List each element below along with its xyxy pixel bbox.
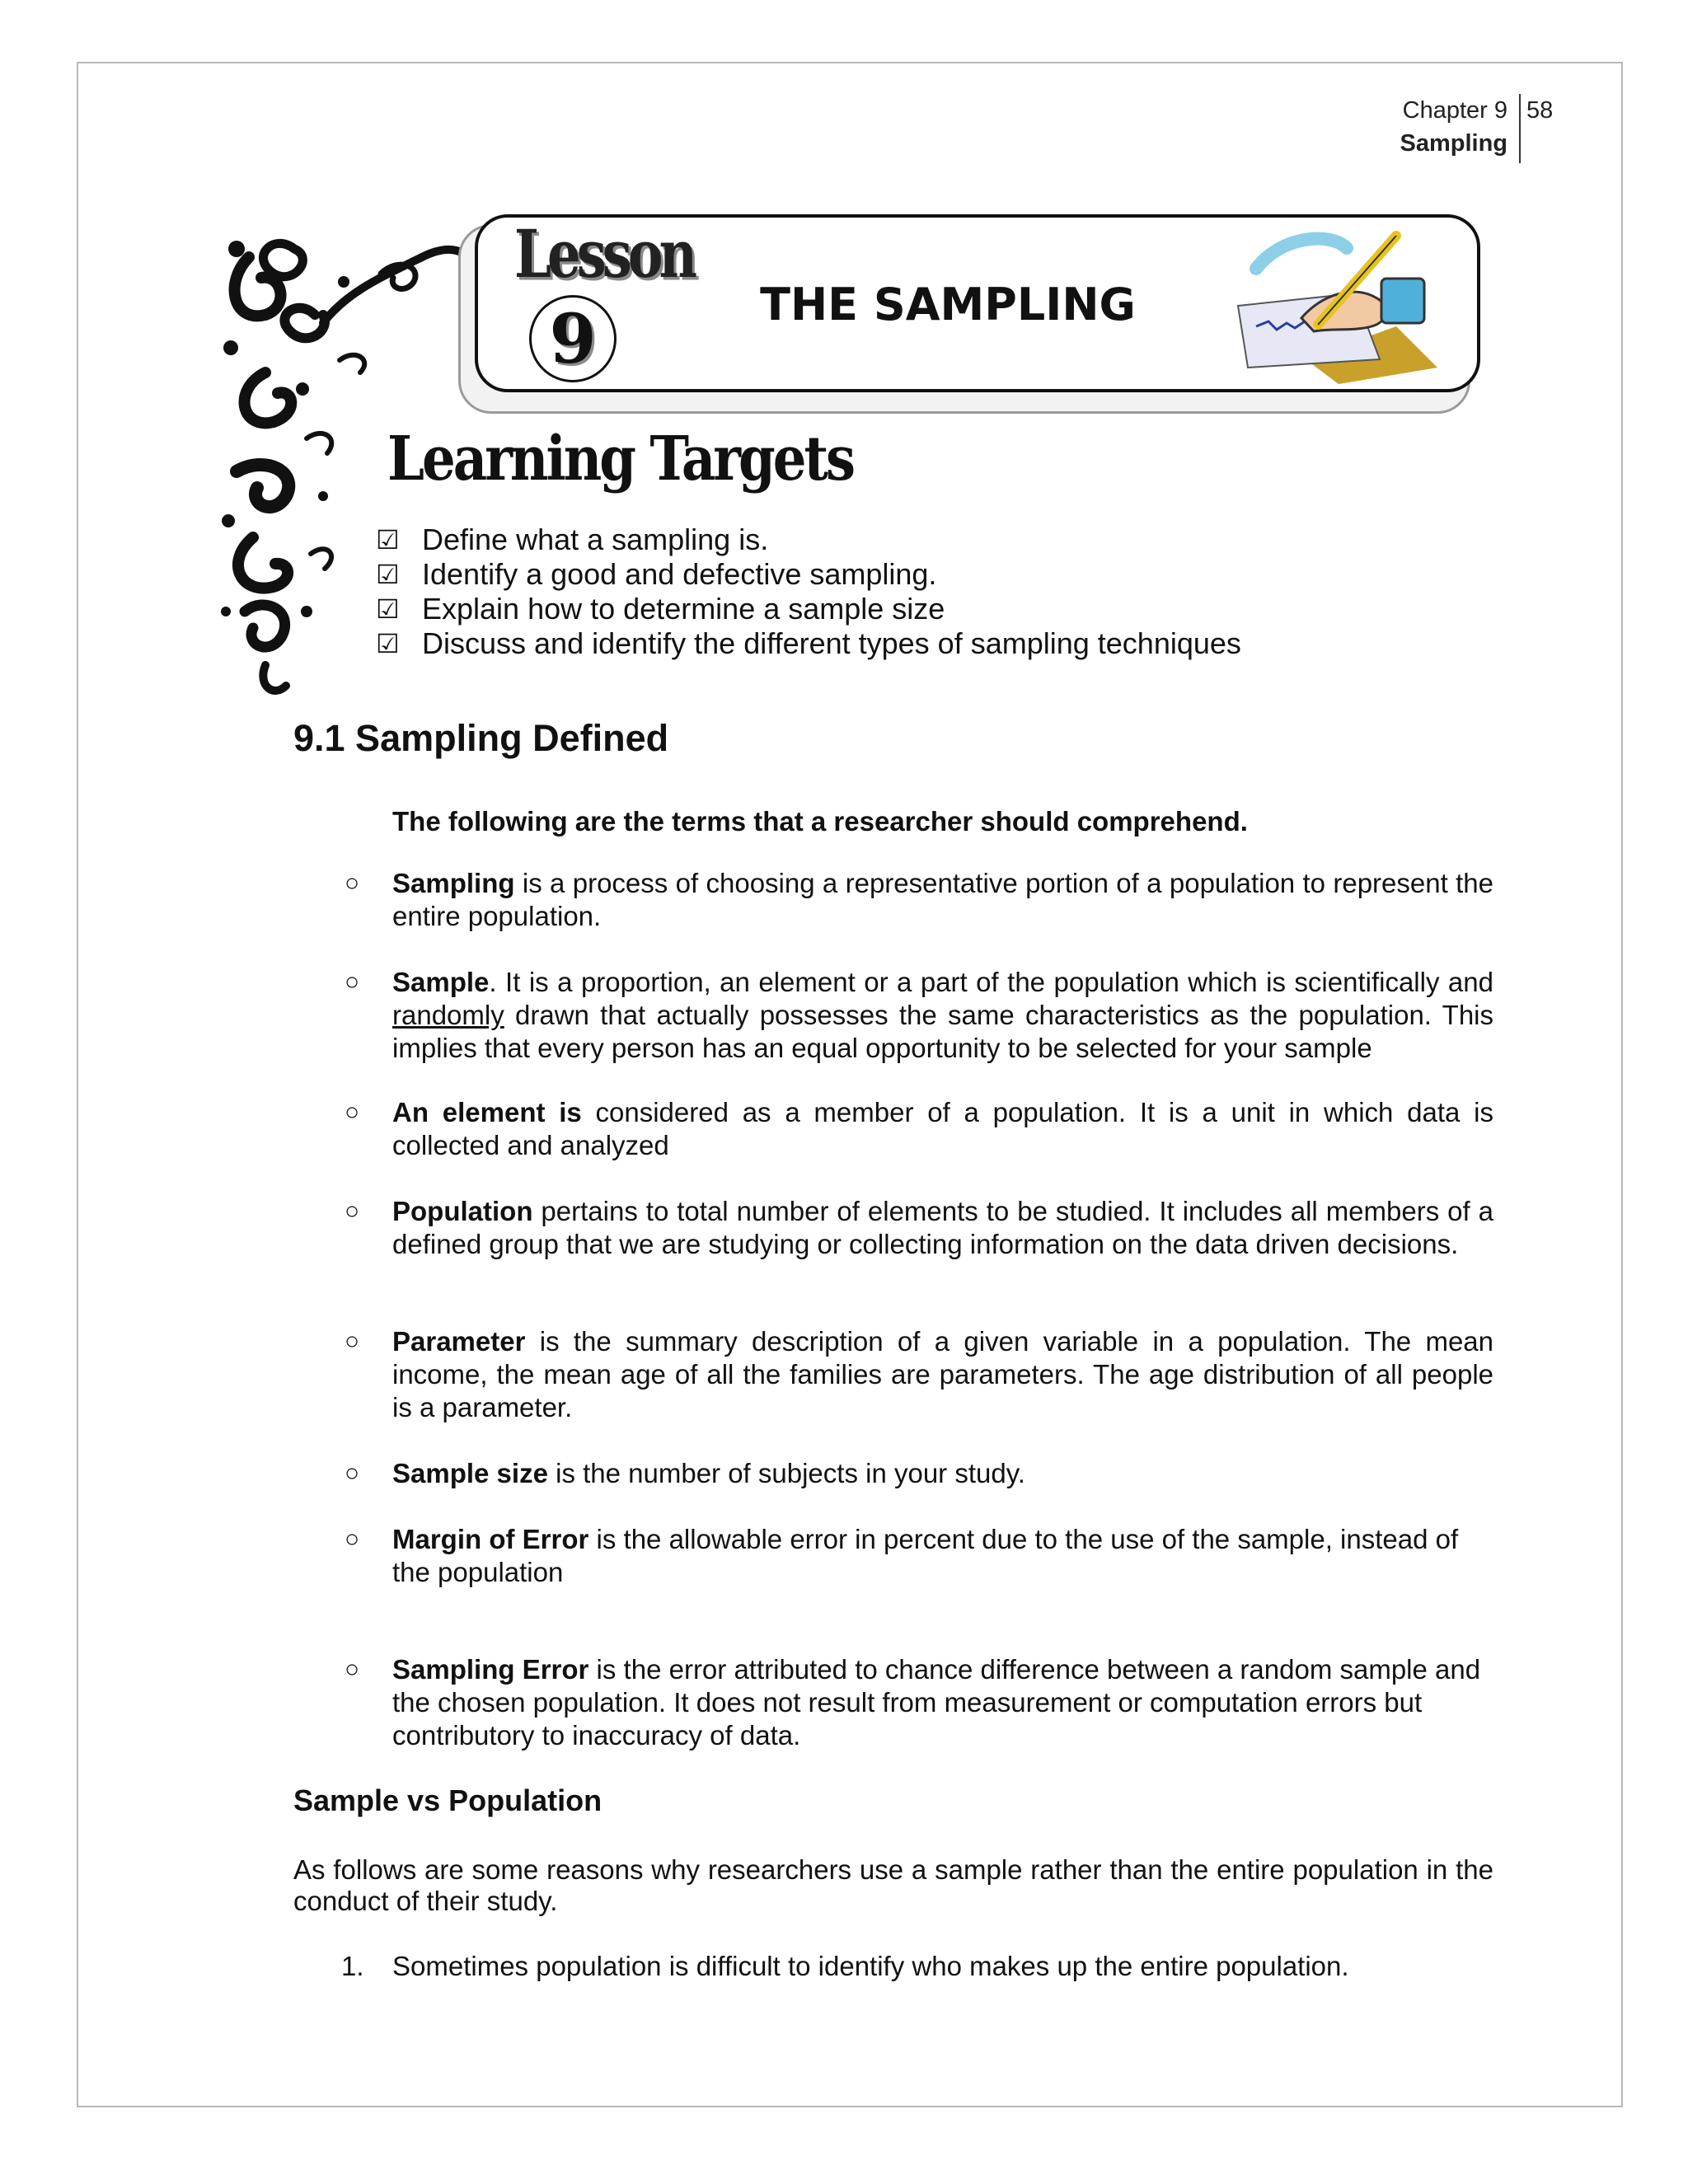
term-item-element: ○ An element is considered as a member of a population. It is a unit in which data is collected and analyzed (345, 1097, 1493, 1160)
term-item-population: ○ Population pertains to total number of elements to be studied. It includes all members of a defined group that we are studying or collecting information on the data driven decisions. (345, 1196, 1493, 1259)
running-header (1236, 94, 1566, 168)
circle-bullet-icon: ○ (345, 1099, 360, 1126)
checkbox-checked-icon: ☑ (376, 628, 400, 659)
learning-target-item: ☑ Define what a sampling is. (376, 523, 769, 556)
learning-targets-heading: Learning Targets (387, 424, 854, 495)
circle-bullet-icon: ○ (345, 869, 360, 897)
checkbox-checked-icon: ☑ (376, 524, 400, 555)
term-item-parameter: ○ Parameter is the summary description of a given variable in a population. The mean income, the mean age of all the families are parameters. The age distribution of all people is a parameter. (345, 1326, 1493, 1422)
circle-bullet-icon: ○ (345, 1526, 360, 1553)
section-heading-sample-vs-population: Sample vs Population (293, 1783, 603, 1817)
lesson-title: THE SAMPLING (760, 279, 1136, 330)
section-intro: The following are the terms that a researcher should comprehend. (392, 806, 1248, 837)
numbered-list-item: 1. Sometimes population is difficult to identify who makes up the entire population. (341, 1951, 1349, 1981)
section-label: Sampling (1400, 130, 1507, 157)
list-number: 1. (341, 1951, 364, 1981)
hand-writing-icon (1231, 227, 1446, 384)
circle-bullet-icon: ○ (345, 1460, 360, 1487)
learning-target-item: ☑ Discuss and identify the different types of sampling techniques (376, 626, 1241, 660)
term-item-sample-size: ○ Sample size is the number of subjects in your study. (345, 1458, 1025, 1488)
chapter-label: Chapter 9 (1402, 97, 1507, 124)
learning-target-item: ☑ Explain how to determine a sample size (376, 592, 945, 626)
circle-bullet-icon: ○ (345, 1197, 360, 1225)
reasons-paragraph: As follows are some reasons why researchers use a sample rather than the entire population in the conduct of their study. (293, 1854, 1493, 1916)
circle-bullet-icon: ○ (345, 968, 360, 996)
header-divider (1519, 94, 1521, 163)
circle-bullet-icon: ○ (345, 1328, 360, 1355)
circle-bullet-icon: ○ (345, 1656, 360, 1683)
learning-targets-list (376, 523, 1241, 661)
lesson-number: 9 (529, 295, 617, 382)
lesson-label: Lesson (514, 216, 693, 293)
page-number: 58 (1526, 97, 1554, 124)
term-item-margin-of-error: ○ Margin of Error is the allowable error in percent due to the use of the sample, instead of the population (345, 1524, 1459, 1587)
checkbox-checked-icon: ☑ (376, 593, 400, 625)
term-item-sample: ○ Sample. It is a proportion, an element or a part of the population which is scientifically and randomly drawn that actually possesses the same characteristics as the population. This implies that every person has an equal opportunity to be selected for your sample (345, 967, 1493, 1063)
section-heading-sampling-defined: 9.1 Sampling Defined (293, 717, 669, 759)
running-header-left (1400, 94, 1507, 160)
term-item-sampling: ○ Sampling is a process of choosing a representative portion of a population to represent the entire population. (345, 868, 1493, 931)
checkbox-checked-icon: ☑ (376, 559, 400, 590)
learning-target-item: ☑ Identify a good and defective sampling. (376, 557, 937, 591)
term-item-sampling-error: ○ Sampling Error is the error attributed to chance difference between a random sample and the chosen population. It does not result from measurement or computation errors but contributory to inaccuracy of data. (345, 1654, 1481, 1750)
